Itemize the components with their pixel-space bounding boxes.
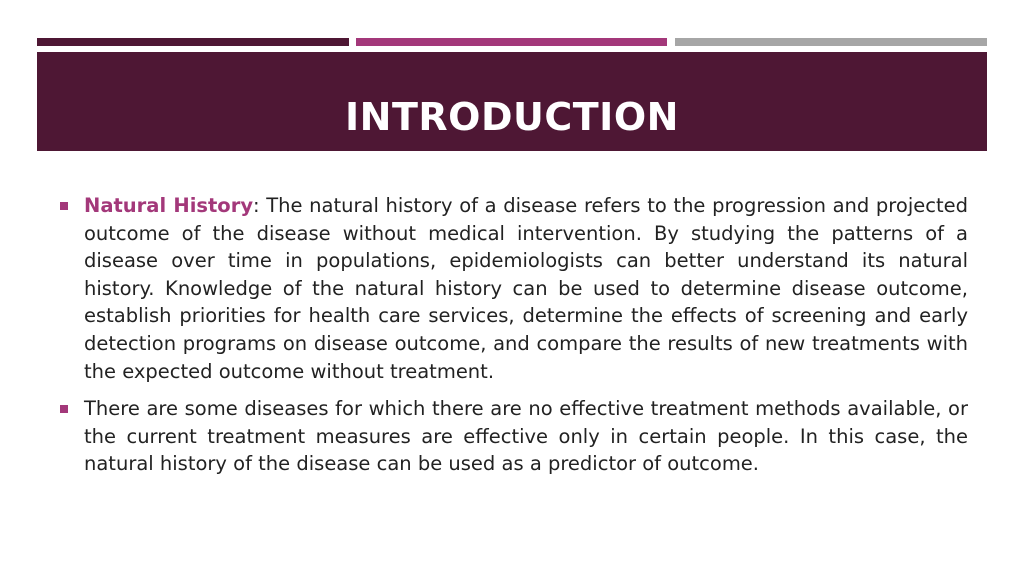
accent-bar-gray (675, 38, 987, 46)
accent-bar-dark (37, 38, 349, 46)
accent-bar-pink (356, 38, 667, 46)
bullet-item-natural-history (60, 192, 968, 385)
title-band (37, 52, 987, 151)
square-bullet-icon (60, 405, 68, 413)
bullet-text: The natural history of a disease refers to the progression and projected outcome of the disease without medical intervention. By studying the patterns of a disease over time in populations, epidemiologists can better understand its natural history. Knowledge of the natural history can be used to determine disease outcome, establish priorities for health care services, determine the effects of screening and early detection programs on disease outcome, and compare the results of new treatments with the expected outcome without treatment. (84, 194, 968, 383)
bullet-term: Natural History (84, 194, 254, 217)
bullet-list (60, 192, 968, 488)
bullet-item-no-treatment (60, 395, 968, 478)
bullet-separator: : (253, 194, 260, 217)
bullet-text: There are some diseases for which there are no effective treatment methods available, or the current treatment measures are effective only in certain people. In this case, the natural history of the disease can be used as a predictor of outcome. (84, 397, 968, 476)
slide-title: INTRODUCTION (345, 94, 679, 139)
square-bullet-icon (60, 202, 68, 210)
